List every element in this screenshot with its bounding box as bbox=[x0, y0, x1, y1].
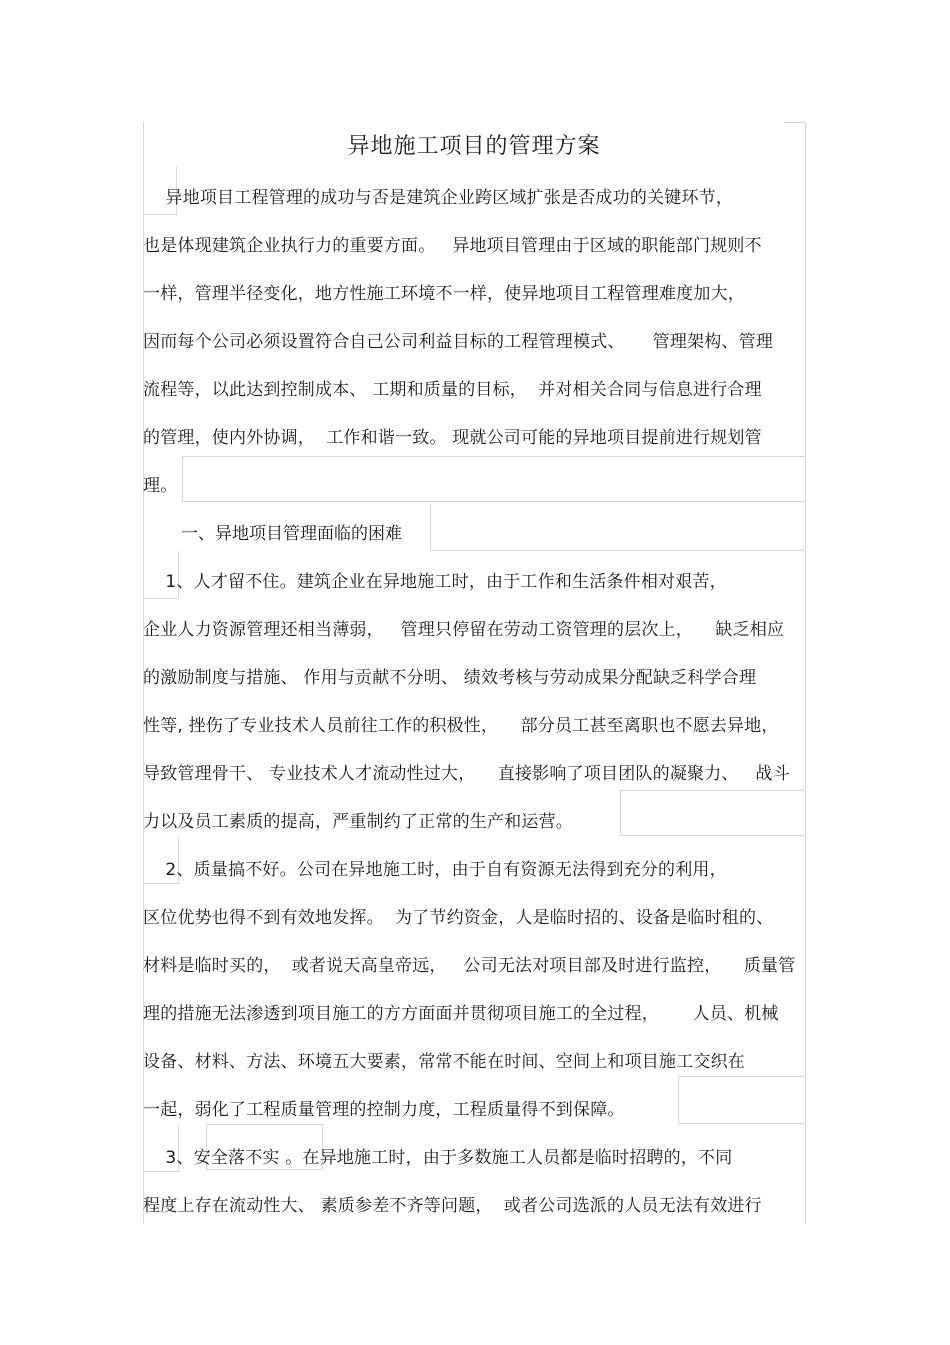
intro-line: 的管理，使内外协调， 工作和谐一致。 现就公司可能的异地项目提前进行规划管 bbox=[143, 428, 762, 448]
item2-line: 理的措施无法渗透到项目施工的方方面面并贯彻项目施工的全过程， 人员、机械 bbox=[143, 1004, 779, 1024]
item1-line: 导致管理骨干、 专业技术人才流动性过大， 直接影响了项目团队的凝聚力、 战斗 bbox=[143, 764, 790, 784]
frame-box-item2-end bbox=[678, 1076, 806, 1124]
document-title: 异地施工项目的管理方案 bbox=[347, 134, 601, 159]
item2-line: 2、质量搞不好。公司在异地施工时，由于自有资源无法得到充分的利用， bbox=[143, 860, 727, 880]
item2-line: 一起，弱化了工程质量管理的控制力度，工程质量得不到保障。 bbox=[143, 1100, 625, 1120]
item1-line: 企业人力资源管理还相当薄弱， 管理只停留在劳动工资管理的层次上， 缺乏相应 bbox=[143, 620, 785, 640]
frame-box-heading bbox=[430, 503, 806, 551]
frame-box-item1-end bbox=[620, 790, 806, 836]
item2-line: 设备、材料、方法、环境五大要素，常常不能在时间、空间上和项目施工交织在 bbox=[143, 1052, 745, 1072]
intro-line: 理。 bbox=[143, 476, 178, 496]
item1-line: 1、人才留不住。建筑企业在异地施工时，由于工作和生活条件相对艰苦， bbox=[143, 572, 727, 592]
item1-line: 力以及员工素质的提高，严重制约了正常的生产和运营。 bbox=[143, 812, 573, 832]
item3-line: 3、安全落不实 。在异地施工时，由于多数施工人员都是临时招聘的，不同 bbox=[143, 1148, 733, 1168]
item1-line: 的激励制度与措施、 作用与贡献不分明、 绩效考核与劳动成果分配缺乏科学合理 bbox=[143, 668, 757, 688]
intro-line: 一样，管理半径变化，地方性施工环境不一样，使异地项目工程管理难度加大， bbox=[143, 284, 745, 304]
item3-line: 程度上存在流动性大、 素质参差不齐等问题， 或者公司选派的人员无法有效进行 bbox=[143, 1196, 762, 1216]
intro-line: 流程等，以此达到控制成本、 工期和质量的目标， 并对相关合同与信息进行合理 bbox=[143, 380, 762, 400]
item2-line: 区位优势也得不到有效地发挥。 为了节约资金，人是临时招的、设备是临时租的、 bbox=[143, 908, 774, 928]
intro-line: 异地项目工程管理的成功与否是建筑企业跨区域扩张是否成功的关键环节， bbox=[143, 188, 734, 208]
intro-line: 因而每个公司必须设置符合自己公司利益目标的工程管理模式、 管理架构、管理 bbox=[143, 332, 774, 352]
intro-line: 也是体现建筑企业执行力的重要方面。 异地项目管理由于区域的职能部门规则不 bbox=[143, 236, 762, 256]
item1-line: 性等, 挫伤了专业技术人员前往工作的积极性， 部分员工甚至离职也不愿去异地， bbox=[143, 716, 779, 736]
section-heading: 一、异地项目管理面临的困难 bbox=[181, 524, 402, 544]
item2-line: 材料是临时买的， 或者说天高皇帝远， 公司无法对项目部及时进行监控， 质量管 bbox=[143, 956, 796, 976]
frame-box-intro-end bbox=[182, 456, 806, 502]
